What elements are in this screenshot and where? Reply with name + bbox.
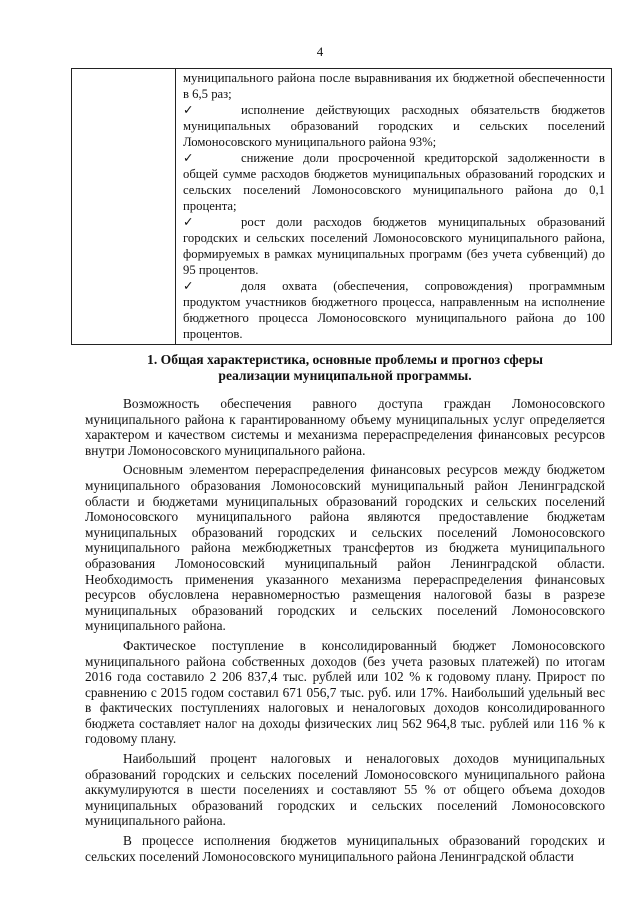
continued-table xyxy=(71,68,612,345)
checkmark-icon: ✓ xyxy=(183,103,194,117)
paragraph: В процессе исполнения бюджетов муниципальных образований городских и сельских поселений Ломоносовского муниципального района Ленинградской области xyxy=(85,833,605,864)
list-item-text: муниципального района после выравнивания их бюджетной обеспеченности в 6,5 раз; xyxy=(183,71,605,101)
checkmark-icon: ✓ xyxy=(183,151,194,165)
section-body xyxy=(85,396,605,868)
checkmark-icon: ✓ xyxy=(183,215,194,229)
list-item xyxy=(183,70,605,102)
table-row xyxy=(72,69,612,345)
paragraph: Основным элементом перераспределения финансовых ресурсов между бюджетом муниципального образования Ломоносовский муниципальный район Ленинградской области и бюджетами муниципальных образований городских и сельских поселений Ломоносовского муниципального района являются предоставление бюджетам муниципальных образований городских и сельских поселений Ломоносовского муниципального района межбюджетных трансфертов из бюджета муниципального образования Ломоносовский муниципальный район Ленинградской области. Необходимость применения указанного механизма перераспределения финансовых ресурсов обусловлена неравномерностью размещения налоговой базы в разрезе муниципальных образований городских и сельских поселений Ломоносовского муниципального района. xyxy=(85,462,605,634)
section-heading: 1. Общая характеристика, основные проблемы и прогноз сферы реализации муниципальной программы. xyxy=(147,352,543,383)
paragraph: Возможность обеспечения равного доступа граждан Ломоносовского муниципального района к гарантированному объему муниципальных услуг определяется характером и качеством системы и механизма перераспределения финансовых ресурсов внутри Ломоносовского муниципального района. xyxy=(85,396,605,458)
list-item-text: снижение доли просроченной кредиторской задолженности в общей сумме расходов бюджетов муниципальных образований городских и сельских поселений Ломоносовского муниципального района до 0,1 процента; xyxy=(183,151,605,213)
checkmark-icon: ✓ xyxy=(183,279,194,293)
list-item-text: исполнение действующих расходных обязательств бюджетов муниципальных образований городских и сельских поселений Ломоносовского муниципального района 93%; xyxy=(183,103,605,149)
table-cell-empty xyxy=(72,69,176,345)
list-item xyxy=(183,102,605,150)
list-item-text: рост доли расходов бюджетов муниципальных образований городских и сельских поселений Ломоносовского муниципального района, формируемых в рамках муниципальных программ (без учета субвенций) до 95 процентов. xyxy=(183,215,605,277)
paragraph: Наибольший процент налоговых и неналоговых доходов муниципальных образований городских и сельских поселений Ломоносовского муниципального района аккумулируются в шести поселениях и составляют 55 % от общего объема доходов муниципальных образований городских и сельских поселений Ломоносовского муниципального района. xyxy=(85,751,605,829)
list-item xyxy=(183,278,605,342)
paragraph: Фактическое поступление в консолидированный бюджет Ломоносовского муниципального района собственных доходов (без учета разовых платежей) по итогам 2016 года составило 2 206 837,4 тыс. рублей или 102 % к годовому плану. Прирост по сравнению с 2015 годом составил 671 056,7 тыс. руб. или 17%. Наибольший удельный вес в фактических поступлениях налоговых и неналоговых доходов консолидированного бюджета составляет налог на доходы физических лиц 562 964,8 тыс. рублей или 116 % к годовому плану. xyxy=(85,637,605,747)
table-cell-targets xyxy=(176,69,612,345)
list-item-text: доля охвата (обеспечения, сопровождения) программным продуктом участников бюджетного процесса, направленным на исполнение бюджетного процесса Ломоносовского муниципального района до 100 процентов. xyxy=(183,279,605,341)
page-number: 4 xyxy=(316,44,324,59)
list-item xyxy=(183,214,605,278)
list-item xyxy=(183,150,605,214)
